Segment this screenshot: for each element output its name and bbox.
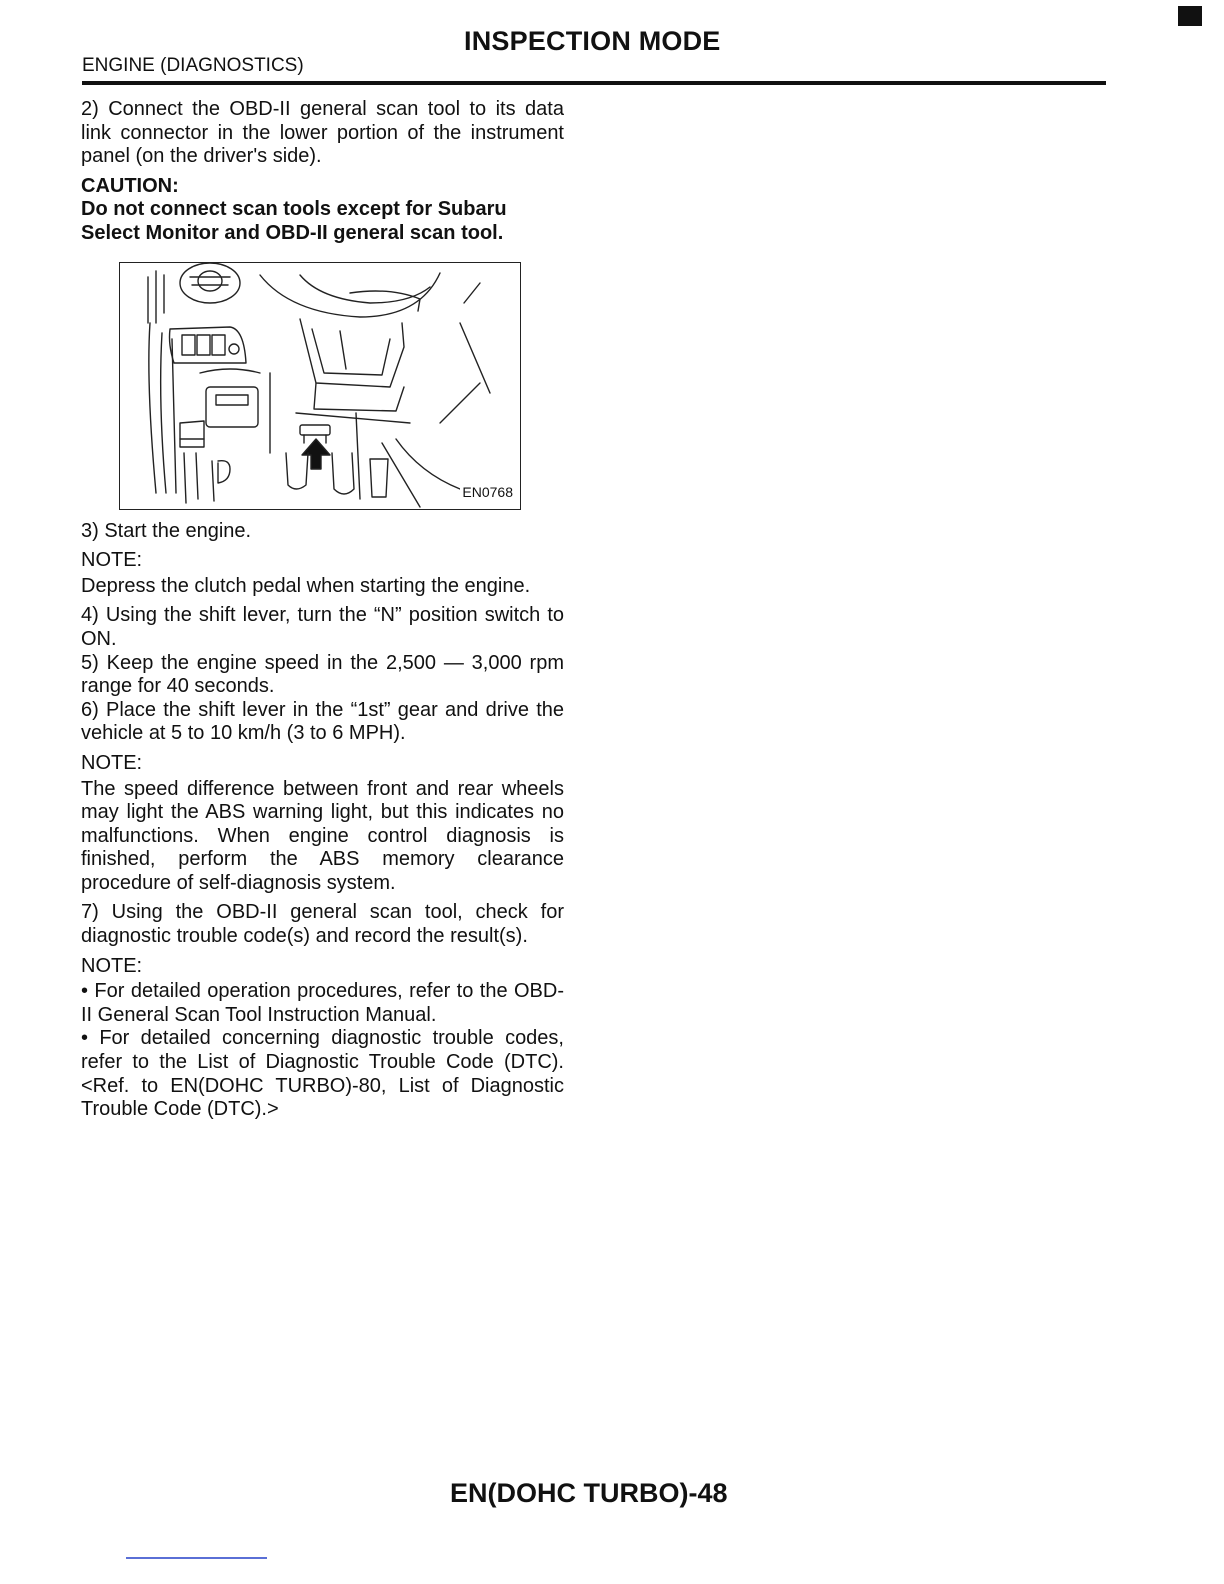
dashboard-illustration bbox=[120, 263, 520, 509]
step-4: 4) Using the shift lever, turn the “N” position switch to ON. bbox=[81, 604, 564, 650]
step-3: 3) Start the engine. bbox=[81, 519, 252, 542]
page-title: INSPECTION MODE bbox=[464, 26, 721, 56]
step-5: 5) Keep the engine speed in the 2,500 — 3,000 rpm range for 40 seconds. bbox=[81, 651, 564, 698]
note-1-body: Depress the clutch pedal when starting the engine. bbox=[81, 574, 531, 597]
caution-heading: CAUTION: bbox=[81, 174, 179, 197]
header-rule bbox=[82, 81, 1106, 85]
step-7: 7) Using the OBD-II general scan tool, check for diagnostic trouble code(s) and record the result(s). bbox=[81, 901, 564, 948]
note-2-heading: NOTE: bbox=[81, 751, 143, 774]
figure-label: EN0768 bbox=[460, 481, 515, 505]
page-number: EN(DOHC TURBO)-48 bbox=[450, 1478, 728, 1508]
section-label: ENGINE (DIAGNOSTICS) bbox=[82, 55, 304, 76]
step-6: 6) Place the shift lever in the “1st” gear and drive the vehicle at 5 to 10 km/h (3 to 6 MPH). bbox=[81, 698, 564, 745]
note-2-body: The speed difference between front and rear wheels may light the ABS warning light, but this indicates no malfunctions. When engine control diagnosis is finished, perform the ABS memory clearance procedure of self-diagnosis system. bbox=[81, 777, 564, 894]
caution-body: Do not connect scan tools except for Subaru Select Monitor and OBD-II general scan tool. bbox=[81, 198, 507, 244]
corner-tab-mark bbox=[1178, 6, 1202, 26]
step-2: 2) Connect the OBD-II general scan tool to its data link connector in the lower portion of the instrument panel (on the driver's side). bbox=[81, 98, 564, 168]
dlc-location-figure bbox=[119, 262, 521, 510]
note-3-heading: NOTE: bbox=[81, 954, 143, 977]
note-3-bullet-2: • For detailed concerning diagnostic trouble codes, refer to the List of Diagnostic Trouble Code (DTC). <Ref. to EN(DOHC TURBO)-80, List of Diagnostic Trouble Code (DTC).> bbox=[81, 1027, 564, 1121]
note-1-heading: NOTE: bbox=[81, 549, 143, 572]
footer-link-underline[interactable] bbox=[126, 1557, 267, 1559]
note-3-bullet-1: • For detailed operation procedures, refer to the OBD-II General Scan Tool Instruction Manual. bbox=[81, 980, 564, 1026]
main-column bbox=[81, 98, 564, 1122]
